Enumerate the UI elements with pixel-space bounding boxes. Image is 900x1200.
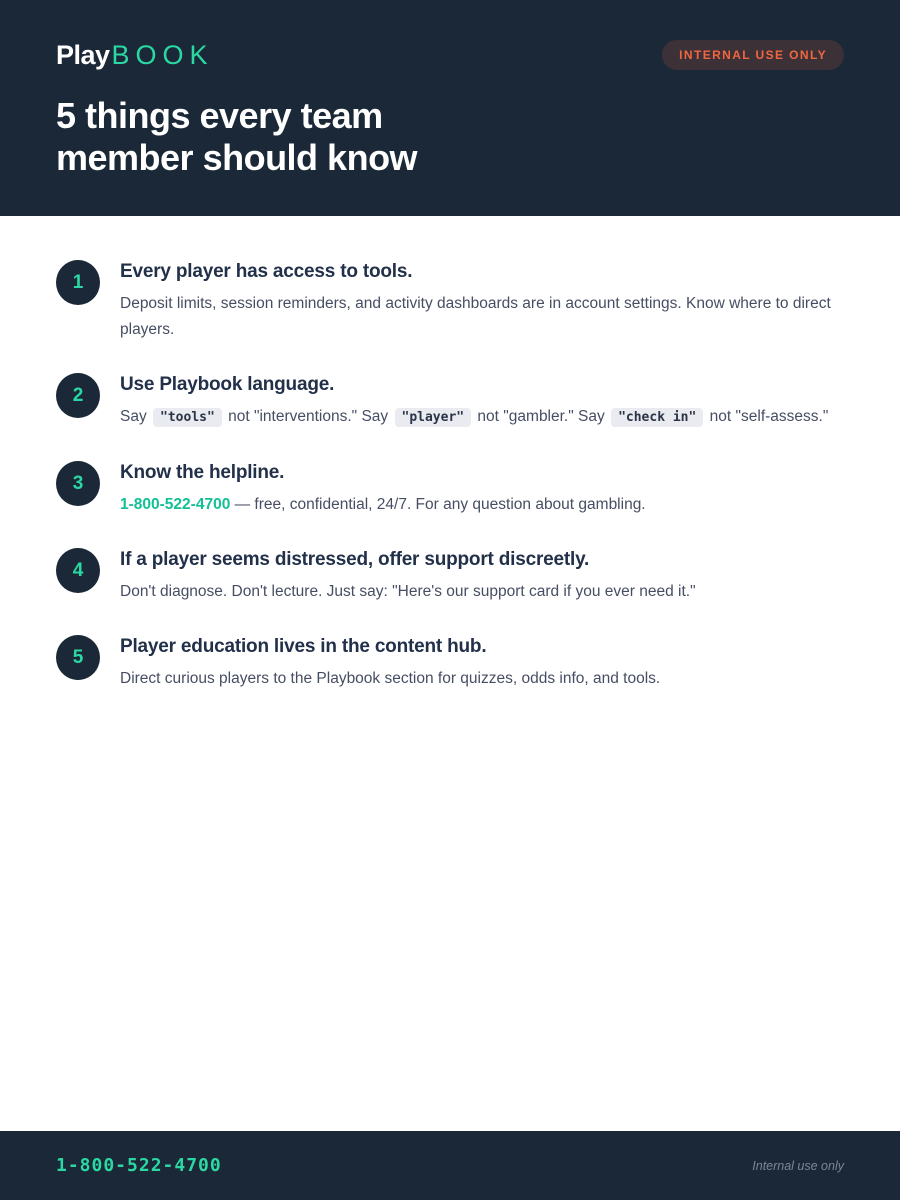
item-text-block — [120, 258, 844, 343]
item-text-block — [120, 371, 844, 431]
body-text-segment: Don't diagnose. Don't lecture. Just say: "Here's our support card if you ever need it." — [120, 583, 696, 600]
item-number: 2 — [72, 384, 84, 406]
body-text-segment: Direct curious players to the Playbook section for quizzes, odds info, and tools. — [120, 670, 661, 687]
list-item — [56, 258, 844, 343]
item-number: 5 — [72, 646, 84, 668]
item-body — [120, 404, 844, 431]
footer-band — [0, 1131, 900, 1200]
footer-internal-note: Internal use only — [752, 1158, 844, 1173]
body-text-segment: not "self-assess." — [705, 408, 829, 425]
item-body — [120, 579, 844, 605]
item-heading: Every player has access to tools. — [120, 261, 413, 282]
item-number-circle — [56, 373, 100, 418]
body-text-segment: not "interventions." Say — [223, 408, 393, 425]
item-heading: If a player seems distressed, offer support discreetly. — [120, 549, 590, 570]
internal-use-badge: INTERNAL USE ONLY — [662, 40, 844, 70]
list-item — [56, 459, 844, 518]
item-number-circle — [56, 260, 100, 305]
helpline-phone-link[interactable]: 1-800-522-4700 — [120, 496, 231, 513]
items-list — [56, 258, 844, 692]
main-content — [0, 216, 900, 1131]
page-title: 5 things every team member should know — [56, 95, 418, 178]
item-number: 4 — [72, 559, 84, 581]
item-body — [120, 492, 844, 518]
item-body — [120, 291, 844, 343]
item-number-circle — [56, 635, 100, 680]
item-heading: Use Playbook language. — [120, 374, 335, 395]
body-text-segment: Say — [120, 408, 152, 425]
brand-logo — [56, 40, 214, 70]
item-text-block — [120, 459, 844, 518]
code-term-chip: "tools" — [153, 408, 222, 427]
item-number-circle — [56, 461, 100, 506]
item-heading: Know the helpline. — [120, 462, 285, 483]
item-number-circle — [56, 548, 100, 593]
list-item — [56, 546, 844, 605]
item-text-block — [120, 633, 844, 692]
header-top-row — [56, 40, 844, 70]
code-term-chip: "player" — [395, 408, 472, 427]
item-body — [120, 666, 844, 692]
item-number: 1 — [72, 271, 84, 293]
body-text-segment: — free, confidential, 24/7. For any question about gambling. — [230, 496, 646, 513]
item-number: 3 — [72, 472, 84, 494]
body-text-segment: not "gambler." Say — [473, 408, 610, 425]
footer-helpline-phone-link[interactable]: 1-800-522-4700 — [56, 1155, 222, 1176]
body-text-segment: Deposit limits, session reminders, and activity dashboards are in account settings. Know where to direct players. — [120, 295, 831, 338]
code-term-chip: "check in" — [611, 408, 703, 427]
list-item — [56, 371, 844, 431]
header-band — [0, 0, 900, 216]
logo-primary-text: Play — [56, 40, 110, 70]
list-item — [56, 633, 844, 692]
item-text-block — [120, 546, 844, 605]
logo-secondary-text: BOOK — [111, 40, 214, 70]
item-heading: Player education lives in the content hub. — [120, 636, 487, 657]
